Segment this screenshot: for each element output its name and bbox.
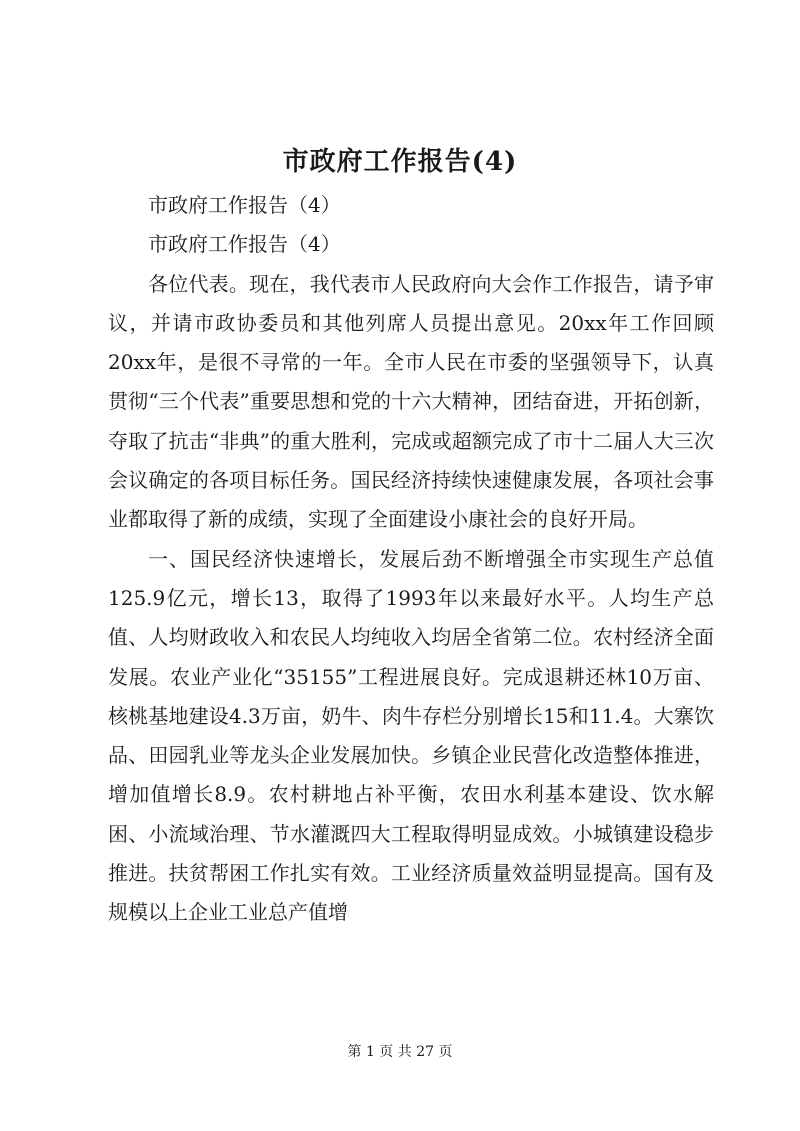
paragraph-economy: 一、国民经济快速增长，发展后劲不断增强全市实现生产总值125.9亿元，增长13，取得了1993年以来最好水平。人均生产总值、人均财政收入和农民人均纯收入均居全省第二位。农村经济全面发展。农业产业化“35155”工程进展良好。完成退耕还林10万亩、核桃基地建设4.3万亩，奶牛、肉牛存栏分别增长15和11.4。大寨饮品、田园乳业等龙头企业发展加快。乡镇企业民营化改造整体推进，增加值增长8.9。农村耕地占补平衡，农田水利基本建设、饮水解困、小流域治理、节水灌溉四大工程取得明显成效。小城镇建设稳步推进。扶贫帮困工作扎实有效。工业经济质量效益明显提高。国有及规模以上企业工业总产值增 bbox=[108, 546, 714, 925]
page-footer: 第 1 页 共 27 页 bbox=[347, 1044, 453, 1060]
paragraph-subtitle-1: 市政府工作报告（4） bbox=[148, 193, 341, 217]
document-body bbox=[108, 186, 714, 933]
document-title: 市政府工作报告(4) bbox=[282, 147, 518, 177]
paragraph-subtitle-2: 市政府工作报告（4） bbox=[148, 232, 341, 257]
paragraph-intro: 各位代表。现在，我代表市人民政府向大会作工作报告，请予审议，并请市政协委员和其他列席人员提出意见。20xx年工作回顾20xx年，是很不寻常的一年。全市人民在市委的坚强领导下，认真贯彻“三个代表”重要思想和党的十六大精神，团结奋进，开拓创新，夺取了抗击“非典”的重大胜利，完成或超额完成了市十二届人大三次会议确定的各项目标任务。国民经济持续快速健康发展，各项社会事业都取得了新的成绩，实现了全面建设小康社会的良好开局。 bbox=[108, 271, 714, 532]
